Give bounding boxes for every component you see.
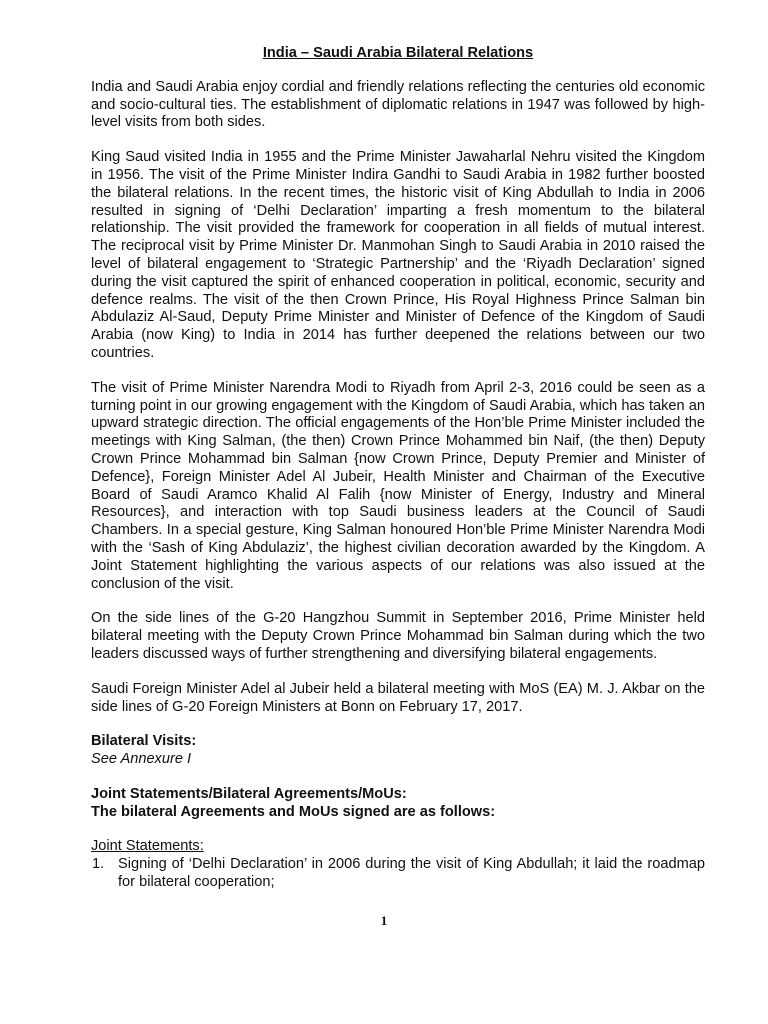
list-item-text: Signing of ‘Delhi Declaration’ in 2006 during the visit of King Abdullah; it laid the roadmap for bilateral cooperation; xyxy=(118,856,705,891)
agreements-subheading: The bilateral Agreements and MoUs signed are as follows: xyxy=(91,803,496,820)
document-title: India – Saudi Arabia Bilateral Relations xyxy=(262,45,534,61)
document-page xyxy=(91,45,705,892)
joint-statements-list xyxy=(91,856,705,892)
paragraph-modi-visit: The visit of Prime Minister Narendra Modi to Riyadh from April 2-3, 2016 could be seen as a turning point in our growing engagement with the Kingdom of Saudi Arabia, which has taken an upward strategic direction. The official engagements of the Hon’ble Prime Minister included the meetings with King Salman, (the then) Crown Prince Mohammed bin Naif, (the then) Deputy Crown Prince Mohammad bin Salman {now Crown Prince, Deputy Premier and Minister of Defence}, Foreign Minister Adel Al Jubeir, Health Minister and Chairman of the Executive Board of Saudi Aramco Khalid Al Falih {now Minister of Energy, Industry and Mineral Resources}, and interaction with top Saudi business leaders at the Council of Saudi Chambers. In a special gesture, King Salman honoured Hon’ble Prime Minister Narendra Modi with the ‘Sash of King Abdulaziz’, the highest civilian decoration awarded by the Kingdom. A Joint Statement highlighting the various aspects of our relations was also issued at the conclusion of the visit. xyxy=(91,379,705,592)
list-item xyxy=(91,856,705,892)
bilateral-visits-heading: Bilateral Visits: xyxy=(91,733,197,750)
paragraph-g20-hangzhou: On the side lines of the G-20 Hangzhou Summit in September 2016, Prime Minister held bilateral meeting with the Deputy Crown Prince Mohammad bin Salman during which the two leaders discussed ways of further strengthening and diversifying bilateral engagements. xyxy=(91,610,705,662)
paragraph-history: King Saud visited India in 1955 and the Prime Minister Jawaharlal Nehru visited the Kingdom in 1956. The visit of the Prime Minister Indira Gandhi to Saudi Arabia in 1982 further boosted the bilateral relations. In the recent times, the historic visit of King Abdullah to India in 2006 resulted in signing of ‘Delhi Declaration’ imparting a fresh momentum to the bilateral relationship. The visit provided the framework for cooperation in all fields of mutual interest. The reciprocal visit by Prime Minister Dr. Manmohan Singh to Saudi Arabia in 2010 raised the level of bilateral engagement to ‘Strategic Partnership’ and the ‘Riyadh Declaration’ signed during the visit captured the spirit of enhanced cooperation in political, economic, security and defence realms. The visit of the then Crown Prince, His Royal Highness Prince Salman bin Abdulaziz Al-Saud, Deputy Prime Minister and Minister of Defence of the Kingdom of Saudi Arabia (now King) to India in 2014 has further deepened the relations between our two countries. xyxy=(91,149,705,361)
page-number: 1 xyxy=(380,913,388,928)
agreements-heading: Joint Statements/Bilateral Agreements/MoUs: xyxy=(91,785,407,802)
list-item-number: 1. xyxy=(92,856,105,873)
paragraph-intro: India and Saudi Arabia enjoy cordial and friendly relations reflecting the centuries old economic and socio-cultural ties. The establishment of diplomatic relations in 1947 was followed by high-level visits from both sides. xyxy=(91,78,705,131)
paragraph-bonn-meeting: Saudi Foreign Minister Adel al Jubeir held a bilateral meeting with MoS (EA) M. J. Akbar on the side lines of G-20 Foreign Ministers at Bonn on February 17, 2017. xyxy=(91,680,705,715)
joint-statements-label: Joint Statements: xyxy=(91,838,204,855)
bilateral-visits-note: See Annexure I xyxy=(91,751,192,768)
